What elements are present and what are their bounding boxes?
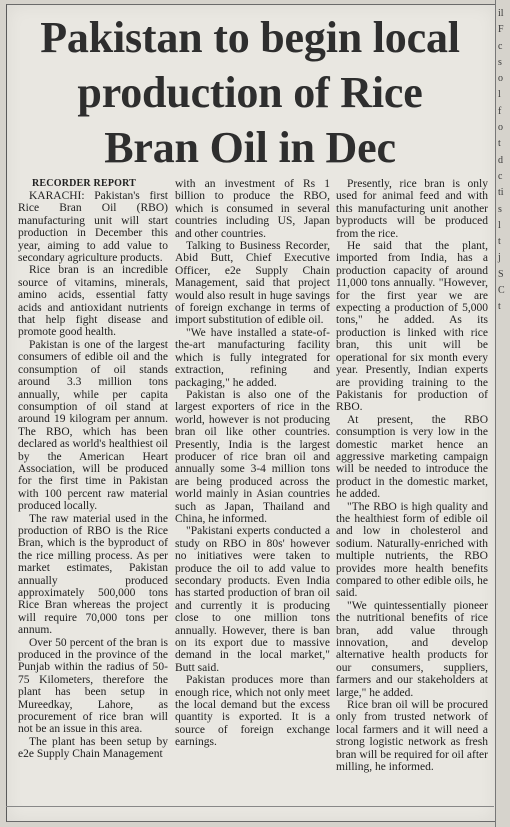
paragraph: Presently, rice bran is only used for animal feed and with this manufacturing unit another byproducts will be produced from the rice. xyxy=(336,178,488,240)
adjacent-article-fragment xyxy=(498,6,510,316)
article-column-1 xyxy=(18,178,168,761)
fragment-line: C xyxy=(498,285,505,297)
fragment-line: j xyxy=(498,252,501,264)
paragraph: "We quintessentially pioneer the nutritional benefits of rice bran, add value through innovation, and develop alternative health products for our consumers, suppliers, farmers and our stakeholders at large," he added. xyxy=(336,599,488,699)
headline-line: production of Rice xyxy=(77,68,423,117)
fragment-line: l xyxy=(498,219,501,231)
fragment-line: o xyxy=(498,73,503,85)
paragraph: At present, the RBO consumption is very low in the domestic market hence an aggressive marketing campaign will be needed to introduce the product in the domestic market, he added. xyxy=(336,413,488,501)
paragraph: The raw material used in the production of RBO is the Rice Bran, which is the byproduct of the rice milling process. As per market estimates, Pakistan annually produced approximately 500,000 tons Rice Bran whereas the project will require 70,000 tons per annum. xyxy=(18,512,168,637)
fragment-line: t xyxy=(498,301,501,313)
paragraph: Over 50 percent of the bran is produced in the province of the Punjab within the radius of 50-75 Kilometers, therefore the plant has been setup in Mureedkay, Lahore, as procurement of rice bran will not be an issue in this area. xyxy=(18,636,168,736)
fragment-line: s xyxy=(498,56,502,68)
paragraph: with an investment of Rs 1 billion to produce the RBO, which is consumed in several countries including US, Japan and other countries. xyxy=(175,178,330,240)
fragment-line: s xyxy=(498,203,502,215)
fragment-line: d xyxy=(498,154,503,166)
fragment-line: l xyxy=(498,89,501,101)
paragraph: Pakistan is one of the largest consumers of edible oil and the consumption of oil stands around 3.3 million tons annually, while per capita consumption of oil stand at around 19 kilogram per annum. The RBO, which has been declared as world's healthiest oil by the American Heart Association, will be produced for the first time in Pakistan with 100 percent raw material produced locally. xyxy=(18,338,168,513)
paragraph: "The RBO is high quality and the healthiest form of edible oil and low in cholesterol and sodium. Naturally-enriched with multiple nutrients, the RBO provides more health benefits compared to other edible oils, he said. xyxy=(336,500,488,600)
paragraph: Rice bran oil will be procured only from trusted network of local farmers and it will need a strong logistic network as fresh bran will be required for oil after milling, he informed. xyxy=(336,699,488,774)
fragment-line: c xyxy=(498,40,503,52)
fragment-line: ti xyxy=(498,187,504,199)
fragment-line: f xyxy=(498,105,502,117)
paragraph: Pakistan produces more than enough rice, which not only meet the local demand but the excess quantity is exported. It is a source of foreign exchange earnings. xyxy=(175,674,330,749)
fragment-line: o xyxy=(498,122,503,134)
fragment-line: t xyxy=(498,236,501,248)
article-column-2 xyxy=(175,178,330,749)
byline: RECORDER REPORT xyxy=(32,178,137,189)
paragraph: Pakistan is also one of the largest exporters of rice in the world, however is not producing bran oil like other countries. Presently, India is the largest producer of rice bran oil and annually some 3-4 million tons are being produced across the world mainly in Asian countries such as Japan, Thailand and China, he informed. xyxy=(175,388,330,525)
fragment-line: F xyxy=(498,24,504,36)
fragment-line: S xyxy=(498,268,504,280)
paragraph: KARACHI: Pakistan's first Rice Bran Oil (RBO) manufacturing unit will start production in December this year, aiming to add value to secondary agriculture products. xyxy=(18,190,168,265)
headline-line: Bran Oil in Dec xyxy=(104,123,396,172)
paragraph: Talking to Business Recorder, Abid Butt, Chief Executive Officer, e2e Supply Chain Management, said that project would also result in huge savings of foreign exchange in terms of import substitution of edible oil. xyxy=(175,240,330,327)
paragraph: He said that the plant, imported from India, has a production capacity of around 11,000 tons annually. "However, for the first year we are expecting a production of 5,000 tons," he added. As its production is linked with rice bran, this unit will be operational for six month every year. Presently, Indian experts are providing training to the Pakistanis for production of RBO. xyxy=(336,240,488,414)
paragraph: "We have installed a state-of-the-art manufacturing facility which is fully integrated for extraction, refining and packaging," he added. xyxy=(175,326,330,389)
clipping-bottom-edge xyxy=(6,806,494,807)
article-column-3 xyxy=(336,178,488,774)
paragraph: "Pakistani experts conducted a study on RBO in 80s' however no initiatives were taken to produce the oil to add value to secondary products. Even India has started production of bran oil and currently it is producing close to one million tons annually. However, there is ban on its export due to massive demand in the local market," Butt said. xyxy=(175,525,330,674)
paragraph: The plant has been setup by e2e Supply Chain Management xyxy=(18,735,168,761)
fragment-line: c xyxy=(498,170,503,182)
paragraph: Rice bran is an incredible source of vitamins, minerals, amino acids, essential fatty acids and antioxidant nutrients that help fight disease and promote good health. xyxy=(18,264,168,339)
fragment-line: il xyxy=(498,8,504,19)
column-divider xyxy=(495,0,496,827)
headline-line: Pakistan to begin local xyxy=(40,13,460,62)
headline xyxy=(6,10,494,175)
fragment-line: t xyxy=(498,138,501,150)
